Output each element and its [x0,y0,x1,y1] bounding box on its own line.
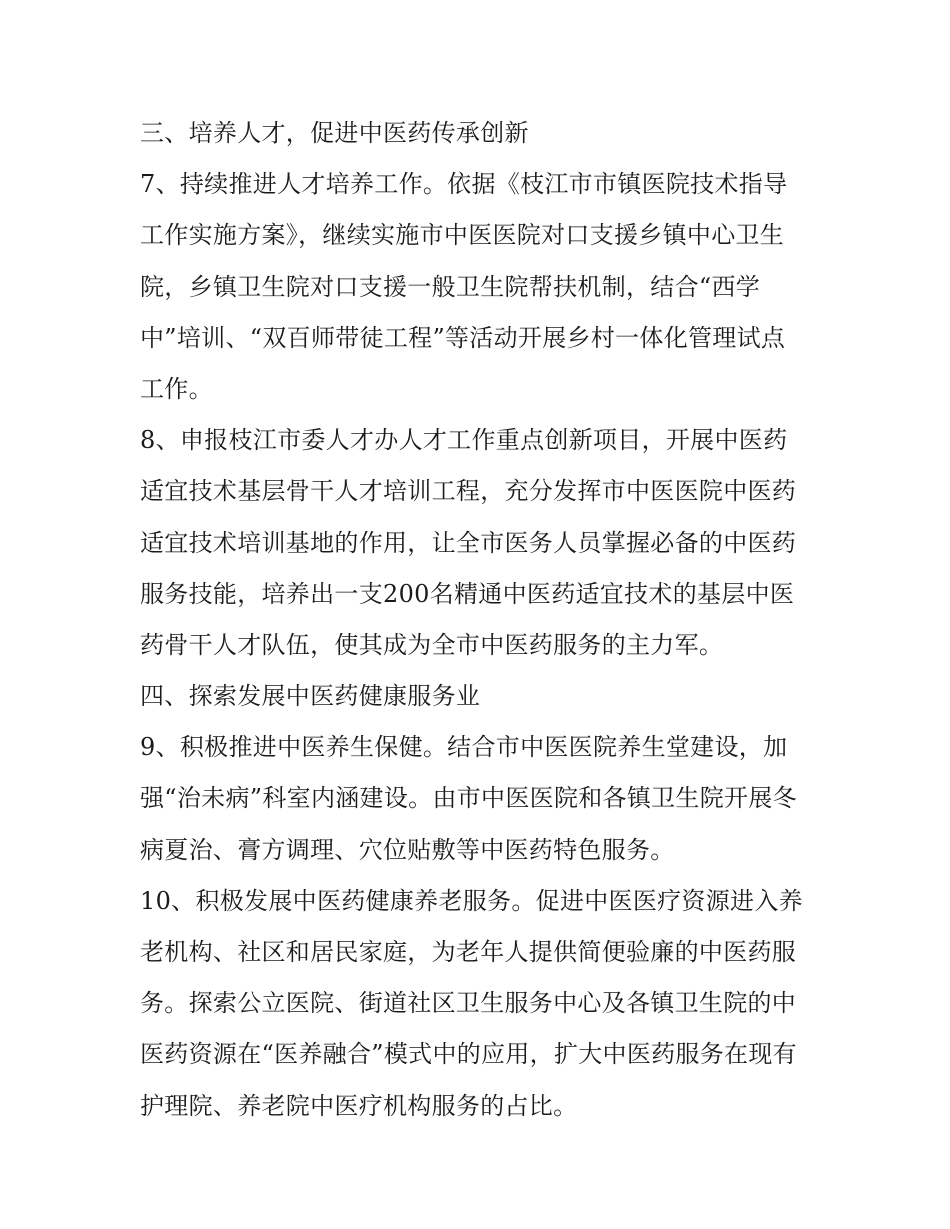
paragraph-line: 9、积极推进中医养生保健。结合市中医医院养生堂建设，加 [140,733,788,762]
paragraph-line: 8、申报枝江市委人才办人才工作重点创新项目，开展中医药 [140,426,788,455]
paragraph-line: 病夏治、膏方调理、穴位贴敷等中医药特色服务。 [140,835,675,864]
paragraph-line: 强“治未病”科室内涵建设。由市中医医院和各镇卫生院开展冬 [140,784,797,813]
paragraph-line: 工作。 [140,374,213,403]
paragraph-line: 服务技能，培养出一支200名精通中医药适宜技术的基层中医 [140,579,795,608]
paragraph-line: 适宜技术基层骨干人才培训工程，充分发挥市中医医院中医药 [140,477,797,506]
paragraph-line: 工作实施方案》，继续实施市中医医院对口支援乡镇中心卫生 [140,221,785,250]
paragraph-line: 适宜技术培训基地的作用，让全市医务人员掌握必备的中医药 [140,528,797,557]
paragraph-line: 10、积极发展中医药健康养老服务。促进中医医疗资源进入养 [140,886,803,915]
section-heading-4: 四、探索发展中医药健康服务业 [140,682,481,711]
paragraph-line: 7、持续推进人才培养工作。依据《枝江市市镇医院技术指导 [140,170,788,199]
document-body [140,108,820,1132]
paragraph-line: 护理院、养老院中医疗机构服务的占比。 [140,1091,578,1120]
paragraph-line: 中”培训、“双百师带徒工程”等活动开展乡村一体化管理试点 [140,323,786,352]
section-heading-3: 三、培养人才，促进中医药传承创新 [140,119,529,147]
paragraph-line: 药骨干人才队伍，使其成为全市中医药服务的主力军。 [140,630,724,659]
paragraph-line: 医药资源在“医养融合”模式中的应用，扩大中医药服务在现有 [140,1040,797,1069]
paragraph-line: 务。探索公立医院、街道社区卫生服务中心及各镇卫生院的中 [140,989,797,1018]
paragraph-line: 老机构、社区和居民家庭，为老年人提供简便验廉的中医药服 [140,938,797,966]
paragraph-line: 院，乡镇卫生院对口支援一般卫生院帮扶机制，结合“西学 [140,272,761,301]
